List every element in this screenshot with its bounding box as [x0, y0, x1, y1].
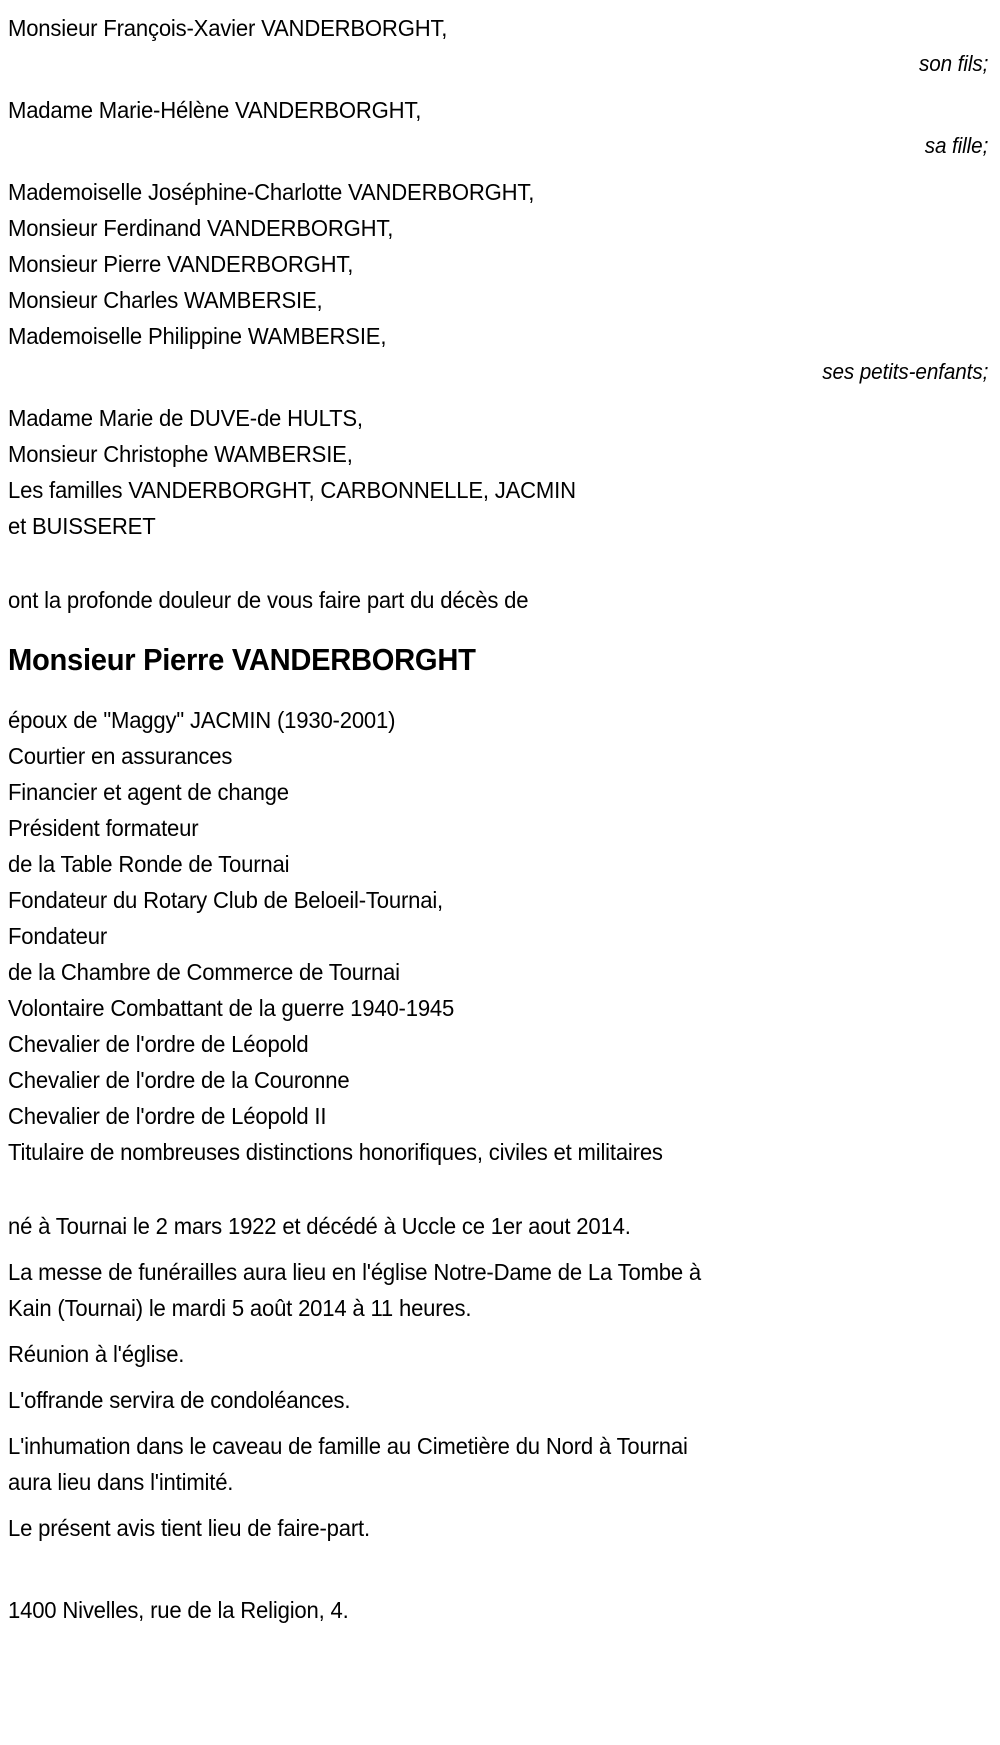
burial-line: aura lieu dans l'intimité. — [8, 1469, 234, 1495]
announcer-name: Les familles VANDERBORGHT, CARBONNELLE, JACMIN — [8, 477, 576, 503]
biography-line: Chevalier de l'ordre de Léopold — [8, 1031, 309, 1057]
biography-line: de la Table Ronde de Tournai — [8, 851, 290, 877]
announcer-group-3 — [8, 174, 992, 390]
announcer-name: Mademoiselle Philippine WAMBERSIE, — [8, 323, 387, 349]
funeral-details — [8, 1254, 992, 1326]
spacer — [8, 544, 992, 582]
announcer-name: Madame Marie de DUVE-de HULTS, — [8, 405, 363, 431]
biography-line: Chevalier de l'ordre de Léopold II — [8, 1103, 327, 1129]
spacer — [8, 82, 992, 92]
address-line: 1400 Nivelles, rue de la Religion, 4. — [8, 1597, 349, 1623]
spacer — [8, 390, 992, 400]
announcer-group-1 — [8, 10, 992, 82]
spacer — [8, 1372, 992, 1382]
biography-line: de la Chambre de Commerce de Tournai — [8, 959, 400, 985]
biography-line: Fondateur du Rotary Club de Beloeil-Tournai, — [8, 887, 444, 913]
spacer — [8, 1170, 992, 1208]
birth-death-line: né à Tournai le 2 mars 1922 et décédé à Uccle ce 1er aout 2014. — [8, 1213, 631, 1239]
announcer-name: Monsieur Charles WAMBERSIE, — [8, 287, 323, 313]
announcer-name: Monsieur Christophe WAMBERSIE, — [8, 441, 353, 467]
biography-block — [8, 702, 992, 1170]
announcer-name: et BUISSERET — [8, 513, 156, 539]
biography-line: Fondateur — [8, 923, 108, 949]
spacer — [8, 1418, 992, 1428]
burial-details — [8, 1428, 992, 1500]
announcement-intro: ont la profonde douleur de vous faire part du décès de — [8, 587, 529, 613]
relation-label-sa-fille: sa fille; — [924, 133, 989, 158]
offering-line: L'offrande servira de condoléances. — [8, 1387, 351, 1413]
biography-line: Courtier en assurances — [8, 743, 233, 769]
announcer-group-2 — [8, 92, 992, 164]
burial-line: L'inhumation dans le caveau de famille au Cimetière du Nord à Tournai — [8, 1433, 688, 1459]
biography-line: époux de "Maggy" JACMIN (1930-2001) — [8, 707, 396, 733]
gathering-line: Réunion à l'église. — [8, 1341, 185, 1367]
spacer — [8, 1244, 992, 1254]
biography-line: Volontaire Combattant de la guerre 1940-1945 — [8, 995, 455, 1021]
announcer-name: Monsieur Ferdinand VANDERBORGHT, — [8, 215, 394, 241]
biography-line: Titulaire de nombreuses distinctions honorifiques, civiles et militaires — [8, 1139, 663, 1165]
spacer — [8, 618, 992, 640]
relation-label-ses-petits-enfants: ses petits-enfants; — [822, 359, 989, 384]
announcer-name: Mademoiselle Joséphine-Charlotte VANDERBORGHT, — [8, 179, 535, 205]
announcer-name: Madame Marie-Hélène VANDERBORGHT, — [8, 97, 422, 123]
deceased-name: Monsieur Pierre VANDERBORGHT — [8, 642, 476, 677]
biography-line: Chevalier de l'ordre de la Couronne — [8, 1067, 350, 1093]
spacer — [8, 1500, 992, 1510]
announcer-group-4 — [8, 400, 992, 544]
relation-label-son-fils: son fils; — [918, 51, 989, 76]
biography-line: Financier et agent de change — [8, 779, 289, 805]
funeral-line: La messe de funérailles aura lieu en l'église Notre-Dame de La Tombe à — [8, 1259, 702, 1285]
biography-line: Président formateur — [8, 815, 199, 841]
spacer — [8, 1326, 992, 1336]
spacer — [8, 164, 992, 174]
announcer-name: Monsieur Pierre VANDERBORGHT, — [8, 251, 354, 277]
spacer — [8, 680, 992, 702]
spacer — [8, 1546, 992, 1592]
funeral-line: Kain (Tournai) le mardi 5 août 2014 à 11 heures. — [8, 1295, 472, 1321]
notice-line: Le présent avis tient lieu de faire-part. — [8, 1515, 370, 1541]
announcer-name: Monsieur François-Xavier VANDERBORGHT, — [8, 15, 448, 41]
